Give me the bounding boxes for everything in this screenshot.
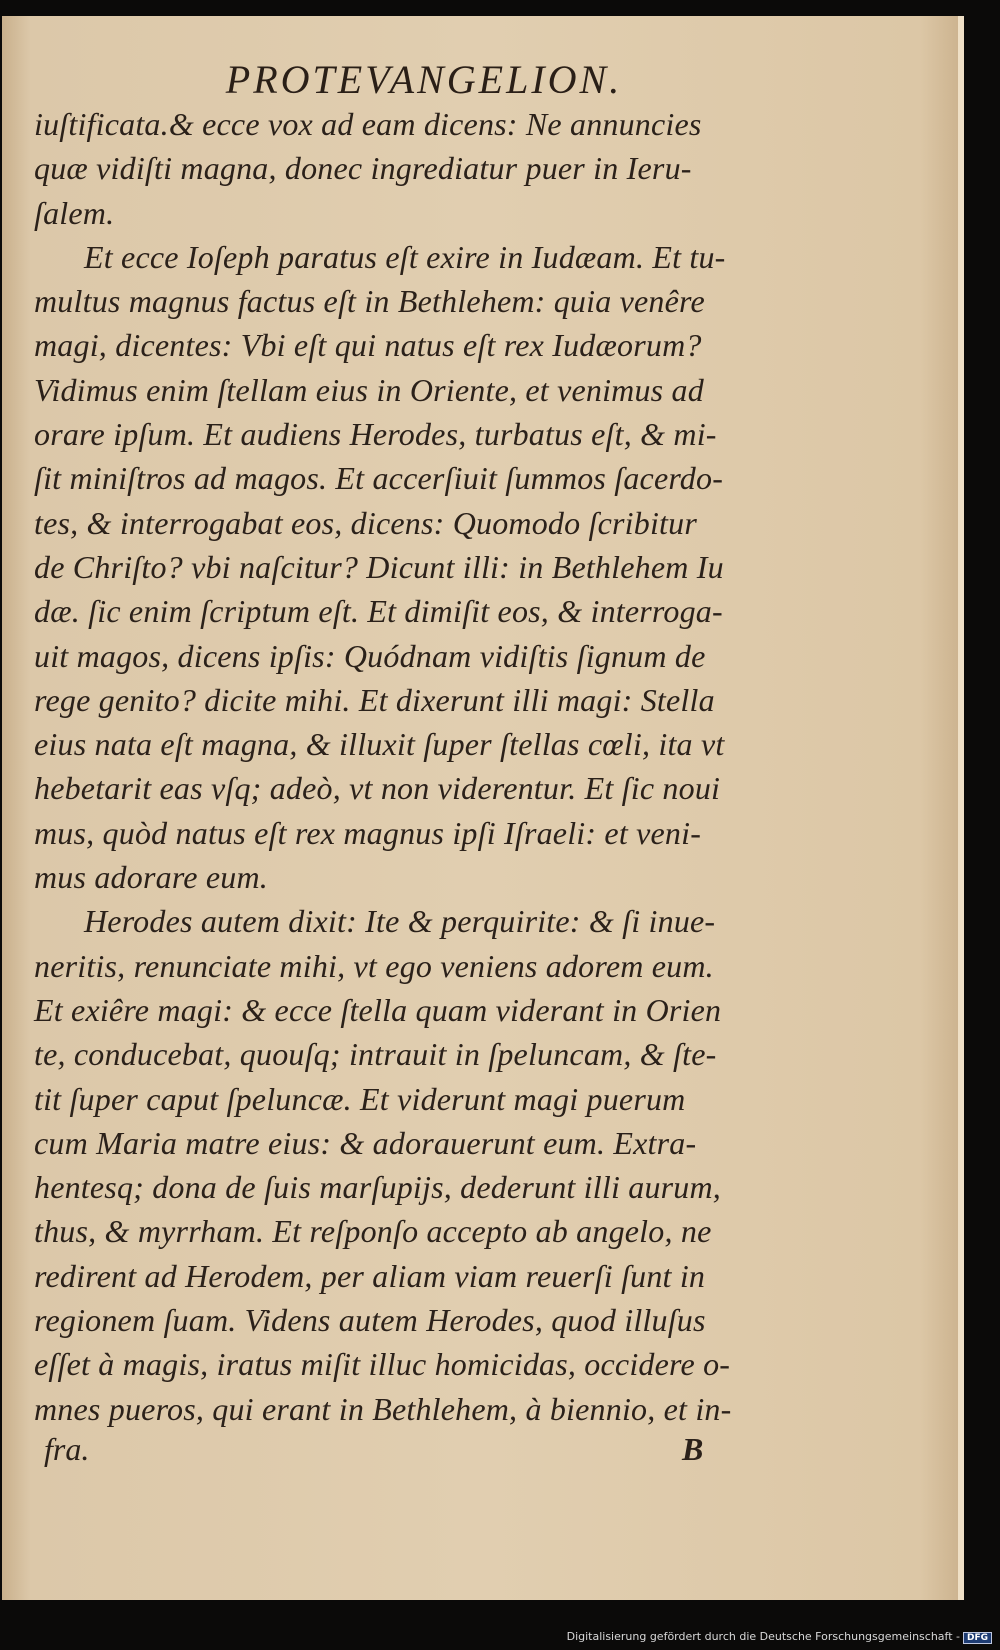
credit-text: Digitalisierung gefördert durch die Deutsche Forschungsgemeinschaft - bbox=[566, 1630, 960, 1643]
text-line: te, conducebat, quouſq; intrauit in ſpeluncam, & ſte- bbox=[34, 1036, 717, 1073]
text-line: multus magnus factus eſt in Bethlehem: quia venêre bbox=[34, 283, 705, 320]
book-page bbox=[2, 16, 964, 1600]
text-line: de Chriſto? vbi naſcitur? Dicunt illi: in Bethlehem Iu bbox=[34, 548, 724, 585]
text-line: redirent ad Herodem, per aliam viam reuerſi ſunt in bbox=[34, 1257, 706, 1294]
text-line: mnes pueros, qui erant in Bethlehem, à biennio, et in- bbox=[34, 1390, 732, 1427]
text-line: eſſet à magis, iratus miſit illuc homicidas, occidere o- bbox=[34, 1346, 731, 1383]
text-line: tes, & interrogabat eos, dicens: Quomodo ſcribitur bbox=[34, 504, 697, 541]
text-line: Herodes autem dixit: Ite & perquirite: & ſi inue- bbox=[84, 903, 716, 940]
text-line: orare ipſum. Et audiens Herodes, turbatus eſt, & mi- bbox=[34, 416, 717, 453]
text-line: uit magos, dicens ipſis: Quódnam vidiſtis ſignum de bbox=[34, 637, 706, 674]
text-line: quæ vidiſti magna, donec ingrediatur puer in Ieru- bbox=[34, 150, 692, 187]
body-text bbox=[34, 102, 854, 1431]
digitization-credit bbox=[567, 1630, 992, 1644]
page-footer bbox=[34, 1431, 854, 1475]
text-line: hentesq; dona de ſuis marſupijs, dederunt illi aurum, bbox=[34, 1169, 722, 1206]
text-line: Vidimus enim ſtellam eius in Oriente, et venimus ad bbox=[34, 371, 704, 408]
text-line: hebetarit eas vſq; adeò, vt non viderentur. Et ſic noui bbox=[34, 770, 721, 807]
text-line: mus, quòd natus eſt rex magnus ipſi Iſraeli: et veni- bbox=[34, 814, 702, 851]
text-line: Et ecce Ioſeph paratus eſt exire in Iudæam. Et tu- bbox=[84, 238, 726, 275]
text-line: cum Maria matre eius: & adorauerunt eum. Extra- bbox=[34, 1124, 697, 1161]
text-line: thus, & myrrham. Et reſponſo accepto ab angelo, ne bbox=[34, 1213, 712, 1250]
text-line: eius nata eſt magna, & illuxit ſuper ſtellas cœli, ita vt bbox=[34, 726, 725, 763]
text-line: ſalem. bbox=[34, 194, 115, 231]
text-line: neritis, renunciate mihi, vt ego veniens adorem eum. bbox=[34, 947, 714, 984]
dfg-logo: DFG bbox=[963, 1632, 992, 1644]
text-line: mus adorare eum. bbox=[34, 859, 268, 896]
signature-mark: B bbox=[682, 1430, 704, 1467]
text-line: magi, dicentes: Vbi eſt qui natus eſt rex Iudæorum? bbox=[34, 327, 702, 364]
text-line: rege genito? dicite mihi. Et dixerunt illi magi: Stella bbox=[34, 681, 715, 718]
last-line: fra. bbox=[44, 1430, 90, 1467]
text-line: ſit miniſtros ad magos. Et accerſiuit ſummos ſacerdo- bbox=[34, 460, 724, 497]
text-line: Et exiêre magi: & ecce ſtella quam viderant in Orien bbox=[34, 991, 722, 1028]
text-line: iuſtificata.& ecce vox ad eam dicens: Ne annuncies bbox=[34, 106, 702, 142]
text-line: tit ſuper caput ſpeluncæ. Et viderunt magi puerum bbox=[34, 1080, 686, 1117]
text-line: dæ. ſic enim ſcriptum eſt. Et dimiſit eos, & interroga- bbox=[34, 593, 723, 630]
text-block bbox=[34, 58, 854, 1475]
text-line: regionem ſuam. Videns autem Herodes, quod illuſus bbox=[34, 1302, 706, 1339]
running-head: PROTEVANGELION. bbox=[225, 57, 623, 102]
